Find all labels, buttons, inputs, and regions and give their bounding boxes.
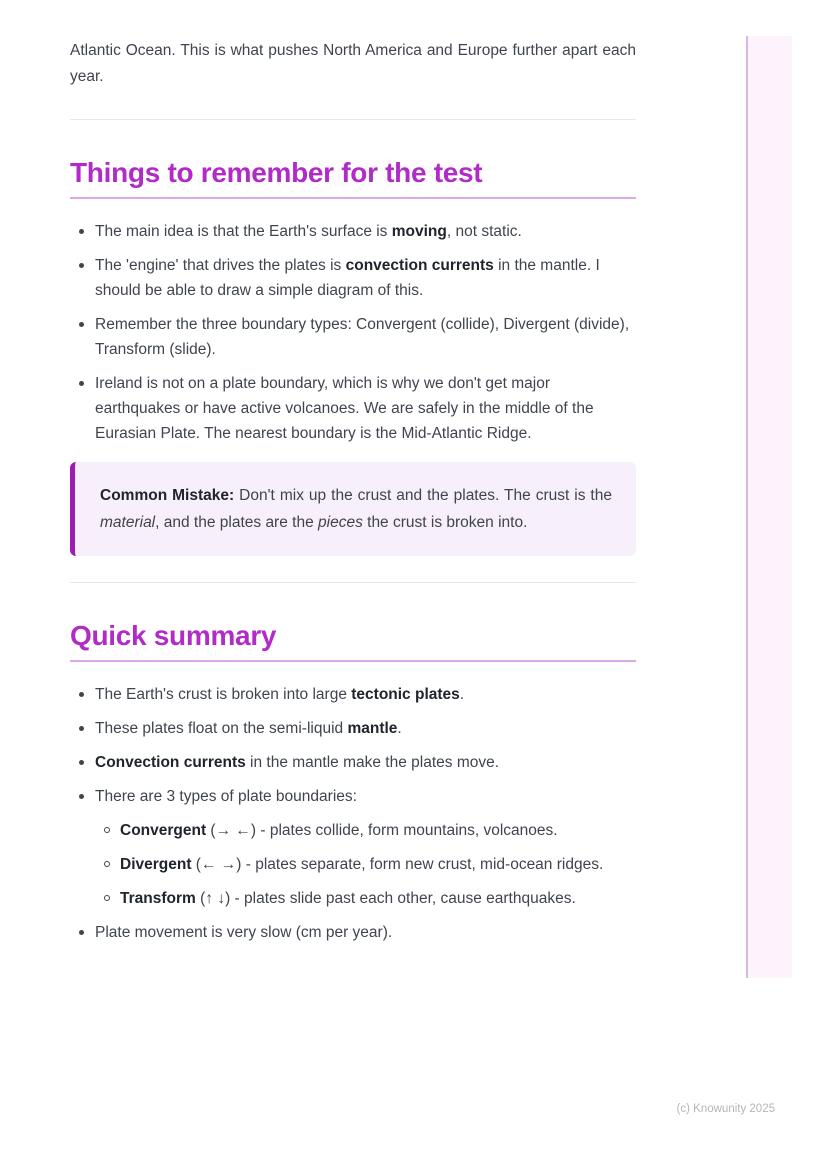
bullet-disc-marker: [79, 716, 95, 741]
bullet-disc-marker: [79, 253, 95, 303]
section-divider: [70, 119, 636, 120]
copyright-footer: (c) Knowunity 2025: [676, 1103, 775, 1115]
section-divider: [70, 582, 636, 583]
section-things-to-remember: [70, 157, 636, 556]
intro-paragraph: Atlantic Ocean. This is what pushes North America and Europe further apart each year.: [70, 42, 636, 85]
list-item: [70, 682, 636, 707]
text-run: There are 3 types of plate boundaries:: [95, 788, 357, 805]
italic-text-run: pieces: [318, 514, 363, 531]
list-item-text: [120, 852, 603, 877]
italic-text-run: material: [100, 514, 156, 531]
text-run: (→ ←) - plates collide, form mountains, volcanoes.: [206, 822, 558, 839]
text-run: the crust is broken into.: [362, 514, 528, 531]
list-item-text: [95, 312, 636, 362]
bullet-disc-marker: [79, 682, 95, 707]
bullet-disc-marker: [79, 371, 95, 446]
bold-text-run: Divergent: [120, 856, 192, 873]
bold-text-run: convection currents: [345, 257, 494, 274]
bold-text-run: Common Mistake:: [100, 487, 235, 504]
list-item-text: [95, 219, 522, 244]
list-item-text: [95, 716, 402, 741]
bullet-list-summary: [70, 682, 636, 945]
text-run: The 'engine' that drives the plates is: [95, 257, 346, 274]
list-item-text: [95, 784, 357, 809]
list-item-text: [95, 253, 636, 303]
bold-text-run: Convergent: [120, 822, 207, 839]
bullet-disc-marker: [79, 784, 95, 809]
list-item: [70, 750, 636, 775]
text-run: These plates float on the semi-liquid: [95, 720, 348, 737]
text-run: , not static.: [446, 223, 522, 240]
text-run: in the mantle make the plates move.: [245, 754, 500, 771]
list-item-text: [120, 886, 576, 911]
bullet-list-remember: [70, 219, 636, 446]
text-run: Don't mix up the crust and the plates. The crust is the: [234, 487, 612, 504]
text-run: in the mantle. I should be able to draw a simple diagram of this.: [95, 257, 600, 299]
list-item: [70, 920, 636, 945]
sub-list-item: [104, 852, 636, 877]
list-item-text: [95, 750, 499, 775]
text-run: Plate movement is very slow (cm per year).: [95, 924, 393, 941]
bullet-disc-marker: [79, 219, 95, 244]
sub-list-item: [104, 818, 636, 843]
section-heading-quick-summary: Quick summary: [70, 620, 636, 662]
section-quick-summary: [70, 620, 636, 945]
bullet-circle-marker: [104, 886, 120, 911]
text-run: The Earth's crust is broken into large: [95, 686, 352, 703]
bullet-disc-marker: [79, 750, 95, 775]
list-item-text: [120, 818, 558, 843]
list-item: [70, 253, 636, 303]
list-item-text: [95, 682, 464, 707]
section-heading-things-to-remember: Things to remember for the test: [70, 157, 636, 199]
list-item: [70, 716, 636, 741]
bold-text-run: Convection currents: [95, 754, 246, 771]
text-run: (← →) - plates separate, form new crust, mid-ocean ridges.: [191, 856, 604, 873]
callout-text: [100, 482, 612, 536]
sub-list-item: [104, 886, 636, 911]
list-item-text: [95, 371, 636, 446]
page-edge-strip: [746, 36, 792, 978]
document-content: [70, 0, 636, 945]
bold-text-run: Transform: [120, 890, 196, 907]
list-item: [70, 784, 636, 809]
text-run: The main idea is that the Earth's surface is: [95, 223, 392, 240]
list-item: [70, 312, 636, 362]
bullet-circle-marker: [104, 818, 120, 843]
list-item-text: [95, 920, 392, 945]
list-item: [70, 219, 636, 244]
text-run: .: [397, 720, 402, 737]
bold-text-run: tectonic plates: [351, 686, 460, 703]
bold-text-run: moving: [391, 223, 447, 240]
bullet-disc-marker: [79, 312, 95, 362]
text-run: Ireland is not on a plate boundary, which is why we don't get major earthquakes or have active volcanoes. We are safely in the middle of the Eurasian Plate. The nearest boundary is the Mid-Atlantic Ridge.: [95, 375, 594, 442]
text-run: Remember the three boundary types: Convergent (collide), Divergent (divide), Transform (slide).: [95, 316, 630, 358]
list-item: [70, 371, 636, 446]
text-run: .: [459, 686, 465, 703]
text-run: (↑ ↓) - plates slide past each other, cause earthquakes.: [195, 890, 576, 907]
bullet-circle-marker: [104, 852, 120, 877]
common-mistake-callout: [70, 462, 636, 556]
bold-text-run: mantle: [347, 720, 398, 737]
text-run: , and the plates are the: [155, 514, 319, 531]
bullet-disc-marker: [79, 920, 95, 945]
